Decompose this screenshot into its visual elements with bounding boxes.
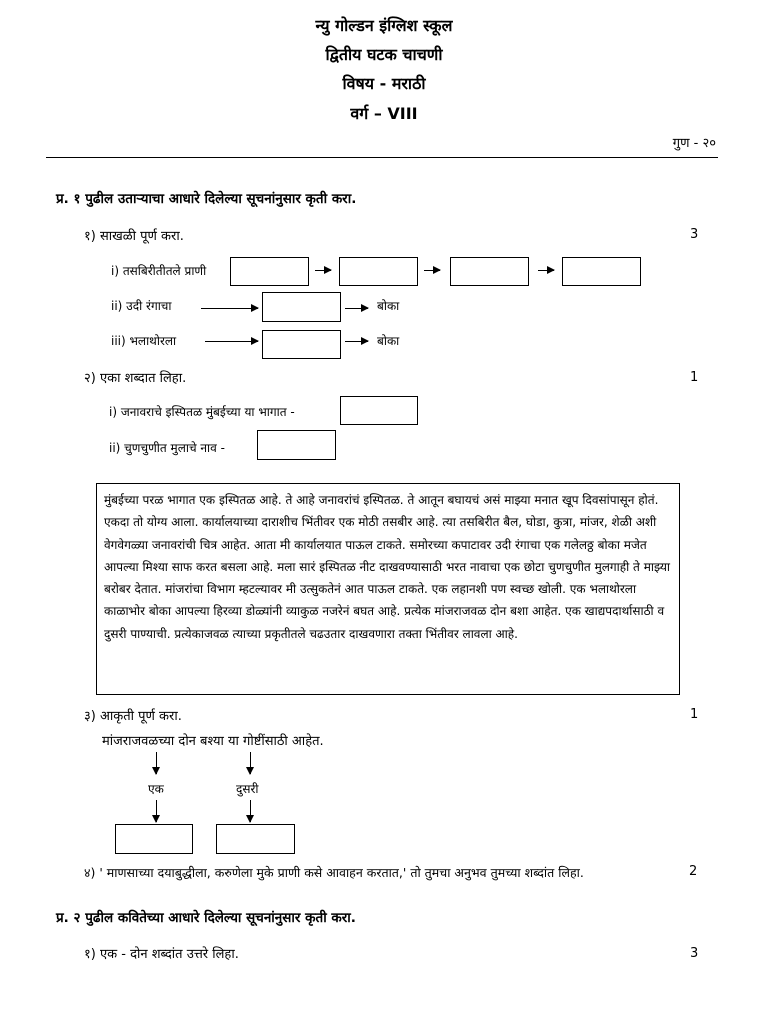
chain-arrow-2 <box>424 270 440 271</box>
diagram-arrow-left-bottom <box>156 800 157 822</box>
exam-name: द्वितीय घटक चाचणी <box>325 45 443 64</box>
chain-box-1[interactable] <box>230 257 309 286</box>
school-name: न्यु गोल्डन इंग्लिश स्कूल <box>315 16 453 35</box>
chain-row2-arrow-out <box>345 308 368 309</box>
chain-box-3[interactable] <box>450 257 529 286</box>
grade-label: वर्ग – VIII <box>350 104 418 123</box>
q1-part4-text: ४) ' माणसाच्या दयाबुद्धीला, करुणेला मुके प्राणी कसे आवाहन करतात,' तो तुमचा अनुभव तुमच्या शब्दांत लिहा. <box>84 865 584 880</box>
chain-box-2[interactable] <box>339 257 418 286</box>
chain-row3-label: iii) भलाथोरला <box>111 334 177 348</box>
q1-part3-stem: मांजराजवळच्या दोन बश्या या गोष्टींसाठी आहेत. <box>102 734 324 749</box>
diagram-arrow-right-top <box>250 752 251 774</box>
total-marks: गुण - २० <box>672 136 716 151</box>
reading-passage: मुंबईच्या परळ भागात एक इस्पितळ आहे. ते आहे जनावरांचं इस्पितळ. ते आतून बघायचं असं माझ्या मनात खूप दिवसांपासून होतं. एकदा तो योग्य आला. कार्यालयाच्या दाराशीच भिंतीवर एक मोठी तसबीर आहे. त्या तसबिरीत बैल, घोडा, कुत्रा, मांजर, शेळी अशी वेगवेगळ्या जनावरांची चित्र आहेत. आता मी कार्यालयात पाऊल टाकते. समोरच्या कपाटावर उदी रंगाचा एक गलेलठ्ठ बोका मजेत आपल्या मिश्या साफ करत बसला आहे. मला सारं इस्पितळ नीट दाखवण्यासाठी भरत नावाचा एक छोटा चुणचुणीत मुलगाही ते माझ्या बरोबर देतात. मांजरांचा विभाग म्हटल्यावर मी उत्सुकतेनं आत पाऊल टाकते. एक लहानशी पण स्वच्छ खोली. एक भलाथोरला काळाभोर बोका आपल्या हिरव्या डोळ्यांनी व्याकुळ नजरेनं बघत आहे. प्रत्येक मांजराजवळ दोन बशा आहेत. एक खाद्यपदार्थासाठी व दुसरी पाण्याची. प्रत्येकाजवळ त्याच्या प्रकृतीतले चढउतार दाखवणारा तक्ता भिंतीवर लावला आहे. <box>96 483 680 695</box>
q1-part2-marks: 1 <box>690 370 699 385</box>
q1-part2-label: २) एका शब्दात लिहा. <box>84 371 187 386</box>
q2-heading: प्र. २ पुढील कवितेच्या आधारे दिलेल्या सूचनांनुसार कृती करा. <box>56 910 356 926</box>
q1-heading: प्र. १ पुढील उताऱ्याचा आधारे दिलेल्या सूचनांनुसार कृती करा. <box>56 191 357 207</box>
q1-part3-marks: 1 <box>690 707 699 722</box>
q2-part1-label: १) एक - दोन शब्दांत उत्तरे लिहा. <box>84 947 239 962</box>
q1-part4-marks: 2 <box>689 864 698 879</box>
chain-row2-label: ii) उदी रंगाचा <box>111 299 172 313</box>
header-divider <box>46 157 718 158</box>
diagram-arrow-left-top <box>156 752 157 774</box>
chain-row3-box[interactable] <box>262 330 341 359</box>
q1-part2-item2: ii) चुणचुणीत मुलाचे नाव - <box>109 441 225 455</box>
chain-row2-end: बोका <box>377 299 400 313</box>
diagram-right-label: दुसरी <box>236 782 259 796</box>
answer-box-boy-name[interactable] <box>257 430 336 460</box>
chain-row1-label: i) तसबिरीतीतले प्राणी <box>111 264 207 278</box>
answer-box-area[interactable] <box>340 396 418 425</box>
diagram-box-right[interactable] <box>216 824 295 854</box>
q1-part3-label: ३) आकृती पूर्ण करा. <box>84 709 182 724</box>
chain-row2-box[interactable] <box>262 292 341 322</box>
q2-part1-marks: 3 <box>690 946 699 961</box>
diagram-box-left[interactable] <box>115 824 193 854</box>
chain-box-4[interactable] <box>562 257 641 286</box>
q1-part2-item1: i) जनावराचे इस्पितळ मुंबईच्या या भागात - <box>109 405 295 419</box>
chain-row2-arrow-in <box>201 308 258 309</box>
q1-part1-marks: 3 <box>690 227 699 242</box>
chain-arrow-3 <box>538 270 554 271</box>
chain-arrow-1 <box>315 270 331 271</box>
diagram-arrow-right-bottom <box>250 800 251 822</box>
diagram-left-label: एक <box>148 782 164 796</box>
chain-row3-end: बोका <box>377 334 400 348</box>
chain-row3-arrow-out <box>345 341 368 342</box>
subject-label: विषय - मराठी <box>342 74 426 93</box>
chain-row3-arrow-in <box>205 341 258 342</box>
q1-part1-label: १) साखळी पूर्ण करा. <box>84 229 184 244</box>
